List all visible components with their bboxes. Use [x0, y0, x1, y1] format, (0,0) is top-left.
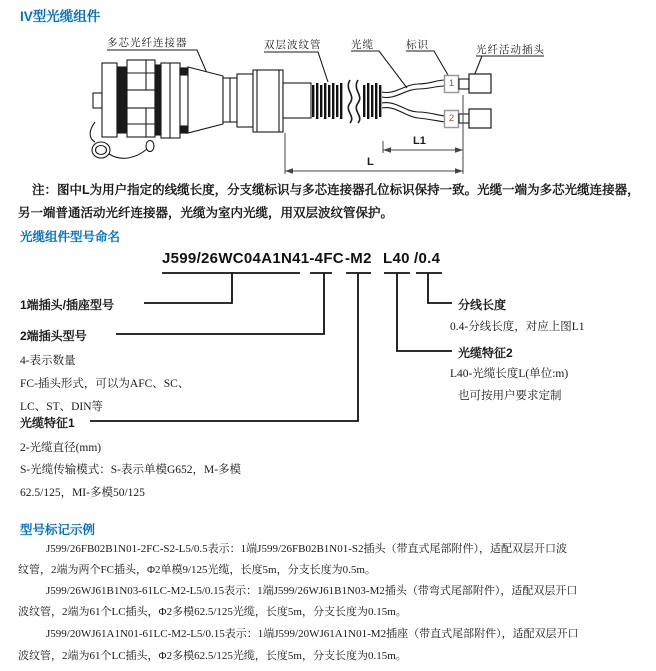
- callout-cable-feat2: 光缆特征2: [458, 346, 513, 360]
- label-marker: 标识: [406, 39, 429, 51]
- section-heading-examples: 型号标记示例: [20, 523, 96, 537]
- example-line: 波纹管，2端为61个LC插头，Φ2多模62.5/125光缆，长度5m，分支长度为0.15m。: [18, 650, 407, 662]
- example-line: 波纹管，2端为61个LC插头，Φ2多模62.5/125光缆，长度5m，分支长度为0.15m。: [18, 606, 407, 618]
- callout-branch-length: 分线长度: [458, 298, 507, 312]
- dim-label-L: L: [367, 156, 374, 168]
- label-cable: 光缆: [351, 39, 374, 51]
- callout-branch-length-desc: 0.4-分线长度，对应上图L1: [450, 321, 585, 333]
- part-number-segment-1: J599/26WC04A1N41-4FC: [162, 250, 344, 267]
- branch-marker-1: 1: [448, 78, 455, 89]
- dim-label-L1: L1: [413, 135, 426, 147]
- label-double-bellows: 双层波纹管: [264, 39, 322, 51]
- branch-marker-2: 2: [448, 113, 455, 124]
- label-multicore-connector: 多芯光纤连接器: [107, 37, 188, 49]
- callout-end2-line3: LC、ST、DIN等: [20, 401, 104, 413]
- label-fiber-plug: 光纤活动插头: [476, 44, 545, 56]
- callout-end2-line1: 4-表示数量: [20, 355, 76, 367]
- callout-feat1-line2: S-光缆传输模式：S-表示单模G652，M-多模: [20, 464, 242, 476]
- callout-feat1-line1: 2-光缆直径(mm): [20, 442, 102, 454]
- section-heading-naming: 光缆组件型号命名: [20, 230, 121, 244]
- example-line: J599/26FB02B1N01-2FC-S2-L5/0.5表示：1端J599/26FB02B1N01-S2插头（带直式尾部附件），适配双层开口波: [46, 543, 568, 555]
- example-line: J599/20WJ61A1N01-61LC-M2-L5/0.15表示：1端J599/20WJ61A1N01-M2插座（带直式尾部附件），适配双层开口: [46, 628, 579, 640]
- part-number-segment-4: /0.4: [414, 250, 441, 267]
- page-title: IV型光缆组件: [20, 9, 101, 24]
- part-number-segment-2: -M2: [345, 250, 372, 267]
- callout-end2-line2: FC-插头形式，可以为AFC、SC、: [20, 378, 190, 390]
- note-line-1: 注：图中L为用户指定的线缆长度，分支缆标识与多芯连接器孔位标识保持一致。光缆一端为多芯光缆连接器，: [32, 183, 640, 197]
- example-line: 纹管，2端为两个FC插头，Φ2单模9/125光缆，长度5m，分支长度为0.5m。: [18, 564, 376, 576]
- callout-end1-plug: 1端插头/插座型号: [20, 298, 115, 312]
- callout-feat2-line1: L40-光缆长度L(单位:m): [450, 368, 569, 380]
- callout-feat2-line2: 也可按用户要求定制: [458, 390, 562, 402]
- callout-feat1-line3: 62.5/125，MI-多模50/125: [20, 487, 145, 499]
- note-line-2: 另一端普通活动光纤连接器，光缆为室内光缆，用双层波纹管保护。: [18, 206, 394, 220]
- example-line: J599/26WJ61B1N03-61LC-M2-L5/0.15表示：1端J599/26WJ61B1N03-M2插头（带弯式尾部附件），适配双层开口: [46, 585, 578, 597]
- callout-cable-feat1: 光缆特征1: [20, 416, 75, 430]
- part-number-segment-3: L40: [383, 250, 410, 267]
- callout-end2-plug: 2端插头型号: [20, 329, 87, 343]
